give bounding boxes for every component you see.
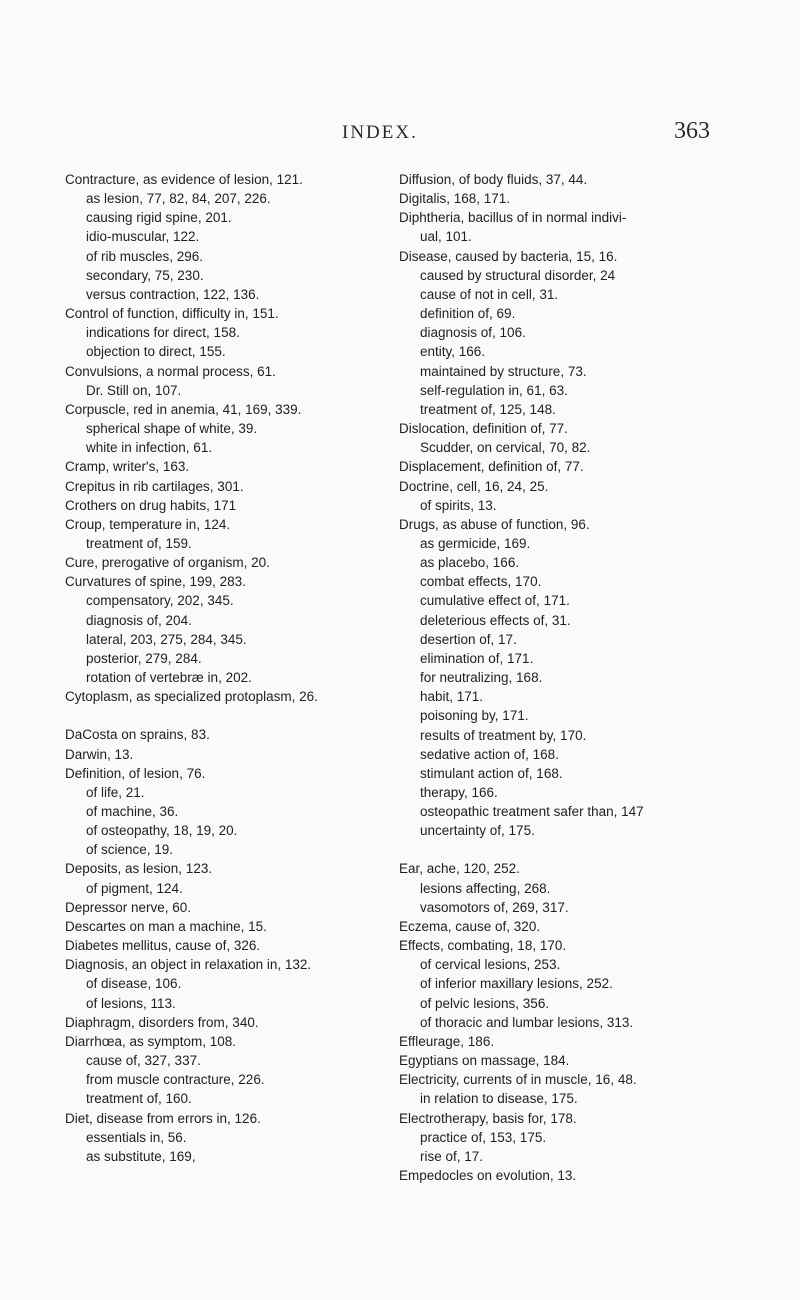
- index-subentry: for neutralizing, 168.: [420, 670, 543, 686]
- index-subentry: of inferior maxillary lesions, 252.: [420, 976, 613, 992]
- index-entry: Descartes on man a machine, 15.: [65, 918, 267, 934]
- index-subentry: secondary, 75, 230.: [86, 267, 204, 283]
- index-subentry: of rib muscles, 296.: [86, 248, 204, 264]
- index-subentry: from muscle contracture, 226.: [86, 1072, 265, 1088]
- index-subentry: of machine, 36.: [86, 804, 179, 819]
- index-entry: Diet, disease from errors in, 126.: [65, 1110, 261, 1126]
- index-entry: Definition, of lesion, 76.: [65, 765, 206, 781]
- index-entry: Curvatures of spine, 199, 283.: [65, 574, 246, 590]
- index-subentry: Dr. Still on, 107.: [86, 382, 182, 398]
- index-subentry: posterior, 279, 284.: [86, 650, 202, 666]
- index-subentry: vasomotors of, 269, 317.: [420, 899, 569, 915]
- index-entry: Eczema, cause of, 320.: [399, 918, 541, 934]
- index-subentry: in relation to disease, 175.: [420, 1091, 578, 1107]
- index-subentry: habit, 171.: [420, 689, 484, 705]
- index-subentry: desertion of, 17.: [420, 631, 517, 647]
- index-entry: Darwin, 13.: [65, 746, 134, 762]
- index-entry: Depressor nerve, 60.: [65, 899, 192, 915]
- index-entry: Displacement, definition of, 77.: [399, 459, 584, 475]
- index-subentry: of disease, 106.: [86, 976, 182, 992]
- index-subentry: causing rigid spine, 201.: [86, 210, 232, 226]
- index-entry: Croup, temperature in, 124.: [65, 516, 231, 532]
- index-subentry: diagnosis of, 106.: [420, 325, 526, 341]
- index-entry: Cytoplasm, as specialized protoplasm, 26.: [65, 689, 318, 705]
- index-entry: Electricity, currents of in muscle, 16, 48.: [399, 1072, 637, 1088]
- index-subentry: as substitute, 169,: [86, 1148, 196, 1164]
- index-entry: DaCosta on sprains, 83.: [65, 727, 210, 743]
- index-subentry: osteopathic treatment safer than, 147: [420, 804, 644, 820]
- index-subentry: as lesion, 77, 82, 84, 207, 226.: [86, 191, 271, 207]
- index-entry: Effleurage, 186.: [399, 1033, 495, 1049]
- index-entry: Ear, ache, 120, 252.: [399, 861, 520, 877]
- index-entry: Doctrine, cell, 16, 24, 25.: [399, 478, 549, 494]
- index-subentry: treatment of, 160.: [86, 1091, 192, 1107]
- index-subentry: of life, 21.: [86, 784, 145, 800]
- index-entry: Diaphragm, disorders from, 340.: [65, 1014, 259, 1030]
- index-entry: Diagnosis, an object in relaxation in, 132.: [65, 957, 312, 973]
- index-entry: Crepitus in rib cartilages, 301.: [65, 478, 244, 494]
- index-subentry: rise of, 17.: [420, 1148, 484, 1164]
- index-entry: Dislocation, definition of, 77.: [399, 421, 568, 437]
- index-subentry: cumulative effect of, 171.: [420, 593, 570, 609]
- index-entry: Crothers on drug habits, 171: [65, 497, 237, 513]
- index-subentry: uncertainty of, 175.: [420, 823, 535, 839]
- page-title: INDEX.: [342, 122, 418, 143]
- index-subentry: compensatory, 202, 345.: [86, 593, 234, 609]
- index-entry: Electrotherapy, basis for, 178.: [399, 1110, 577, 1126]
- index-entry: Effects, combating, 18, 170.: [399, 938, 567, 954]
- index-subentry: maintained by structure, 73.: [420, 363, 587, 379]
- index-entry: Diphtheria, bacillus of in normal indivi-: [399, 210, 627, 226]
- index-entry: Diffusion, of body fluids, 37, 44.: [399, 172, 588, 187]
- index-subentry: stimulant action of, 168.: [420, 765, 563, 781]
- index-entry: Corpuscle, red in anemia, 41, 169, 339.: [65, 401, 302, 417]
- index-subentry: deleterious effects of, 31.: [420, 612, 571, 628]
- index-entry: Diabetes mellitus, cause of, 326.: [65, 938, 261, 954]
- index-subentry: spherical shape of white, 39.: [86, 421, 258, 437]
- index-subentry: as placebo, 166.: [420, 555, 520, 571]
- index-subentry: caused by structural disorder, 24: [420, 267, 616, 283]
- index-subentry: diagnosis of, 204.: [86, 612, 192, 628]
- index-subentry: of spirits, 13.: [420, 497, 497, 513]
- index-subentry: poisoning by, 171.: [420, 708, 529, 724]
- page-number: 363: [674, 118, 710, 144]
- index-entry: Contracture, as evidence of lesion, 121.: [65, 172, 303, 187]
- index-entry: Egyptians on massage, 184.: [399, 1053, 570, 1069]
- index-column-left: [65, 170, 395, 1166]
- index-subentry: rotation of vertebræ in, 202.: [86, 670, 252, 686]
- index-subentry: Scudder, on cervical, 70, 82.: [420, 440, 591, 456]
- index-subentry: idio-muscular, 122.: [86, 229, 200, 245]
- index-subentry: of pelvic lesions, 356.: [420, 995, 550, 1011]
- index-subentry: ual, 101.: [420, 229, 472, 245]
- running-head: [0, 118, 800, 148]
- index-subentry: lateral, 203, 275, 284, 345.: [86, 631, 247, 647]
- index-subentry: elimination of, 171.: [420, 650, 534, 666]
- index-subentry: self-regulation in, 61, 63.: [420, 382, 568, 398]
- index-subentry: of pigment, 124.: [86, 880, 183, 896]
- index-entry: Drugs, as abuse of function, 96.: [399, 516, 590, 532]
- index-subentry: of lesions, 113.: [86, 995, 176, 1011]
- index-subentry: sedative action of, 168.: [420, 746, 559, 762]
- index-column-right: [399, 170, 744, 1185]
- index-subentry: essentials in, 56.: [86, 1129, 187, 1145]
- index-entry: Digitalis, 168, 171.: [399, 191, 511, 207]
- index-entry: Disease, caused by bacteria, 15, 16.: [399, 248, 618, 264]
- index-subentry: of thoracic and lumbar lesions, 313.: [420, 1014, 634, 1030]
- index-subentry: cause of, 327, 337.: [86, 1053, 201, 1069]
- index-entry: Control of function, difficulty in, 151.: [65, 306, 279, 322]
- index-subentry: results of treatment by, 170.: [420, 727, 587, 743]
- index-subentry: of cervical lesions, 253.: [420, 957, 561, 973]
- index-entry: Diarrhœa, as symptom, 108.: [65, 1033, 237, 1049]
- index-entry: Convulsions, a normal process, 61.: [65, 363, 276, 379]
- index-subentry: versus contraction, 122, 136.: [86, 286, 260, 302]
- index-subentry: of science, 19.: [86, 842, 174, 858]
- index-subentry: objection to direct, 155.: [86, 344, 226, 360]
- index-subentry: definition of, 69.: [420, 306, 516, 322]
- index-entry: Cramp, writer's, 163.: [65, 459, 190, 475]
- index-subentry: treatment of, 125, 148.: [420, 401, 556, 417]
- index-entry: Cure, prerogative of organism, 20.: [65, 555, 270, 571]
- index-entry: Deposits, as lesion, 123.: [65, 861, 213, 877]
- index-subentry: white in infection, 61.: [86, 440, 213, 456]
- index-subentry: therapy, 166.: [420, 785, 498, 800]
- index-subentry: lesions affecting, 268.: [420, 880, 551, 896]
- index-subentry: treatment of, 159.: [86, 535, 192, 551]
- index-subentry: entity, 166.: [420, 344, 486, 360]
- index-subentry: as germicide, 169.: [420, 535, 531, 551]
- index-subentry: indications for direct, 158.: [86, 325, 240, 341]
- index-subentry: combat effects, 170.: [420, 574, 542, 590]
- index-entry: Empedocles on evolution, 13.: [399, 1167, 577, 1183]
- index-subentry: practice of, 153, 175.: [420, 1129, 547, 1145]
- index-subentry: of osteopathy, 18, 19, 20.: [86, 823, 238, 839]
- index-subentry: cause of not in cell, 31.: [420, 286, 559, 302]
